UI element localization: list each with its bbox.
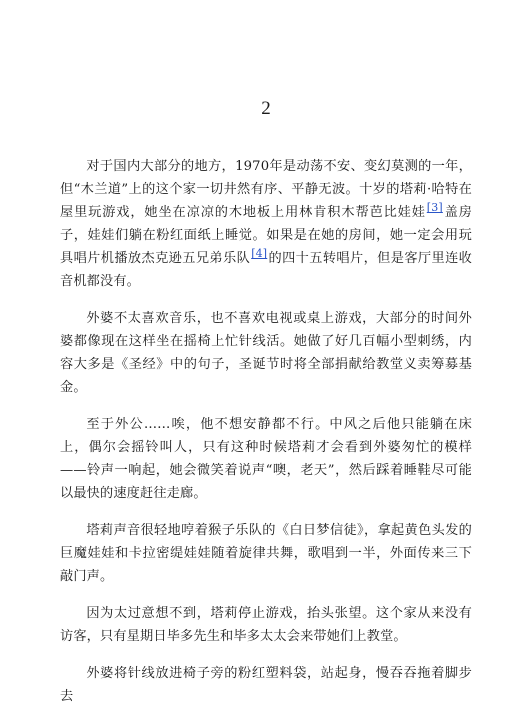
paragraph-text: 的四十五转唱片，但是客厅里连收音机都没有。 [60, 251, 472, 289]
paragraph [60, 662, 472, 708]
footnote-link[interactable]: [3] [426, 201, 443, 214]
paragraph [60, 307, 472, 399]
paragraph [60, 413, 472, 505]
chapter-number: 2 [261, 98, 271, 119]
paragraph-text: 因为太过意想不到，塔莉停止游戏，抬头张望。这个家从来没有访客，只有星期日毕多先生和毕多太太会来带她们上教堂。 [60, 606, 472, 644]
paragraph-text: 外婆将针线放进椅子旁的粉红塑料袋，站起身，慢吞吞拖着脚步去 [60, 666, 472, 704]
paragraph-text: 至于外公……唉，他不想安静都不行。中风之后他只能躺在床上，偶尔会摇铃叫人，只有这种时候塔莉才会看到外婆匆忙的模样——铃声一响起，她会微笑着说声“噢，老天”，然后踩着睡鞋尽可能以最快的速度赶往走廊。 [60, 417, 472, 501]
paragraph-text: 塔莉声音很轻地哼着猴子乐队的《白日梦信徒》，拿起黄色头发的巨魔娃娃和卡拉密缇娃娃随着旋律共舞，歌唱到一半，外面传来三下敲门声。 [60, 523, 472, 584]
paragraph-text: 盖房子，娃娃们躺在粉红面纸上睡觉。如果是在她的房间，她一定会用玩具唱片机播放杰克逊五兄弟乐队 [60, 205, 472, 266]
chapter-body [60, 155, 472, 722]
paragraph [60, 519, 472, 588]
paragraph [60, 155, 472, 293]
footnote-link[interactable]: [4] [251, 247, 268, 260]
paragraph-text: 外婆不太喜欢音乐，也不喜欢电视或桌上游戏，大部分的时间外婆都像现在这样坐在摇椅上忙针线活。她做了好几百幅小型刺绣，内容大多是《圣经》中的句子，圣诞节时将全部捐献给教堂义卖筹募基金。 [60, 311, 472, 395]
paragraph [60, 602, 472, 648]
paragraph-text: 对于国内大部分的地方，1970年是动荡不安、变幻莫测的一年，但“木兰道”上的这个家一切井然有序、平静无波。十岁的塔莉·哈特在屋里玩游戏，她坐在凉凉的木地板上用林肯积木帮芭比娃娃 [60, 159, 472, 220]
